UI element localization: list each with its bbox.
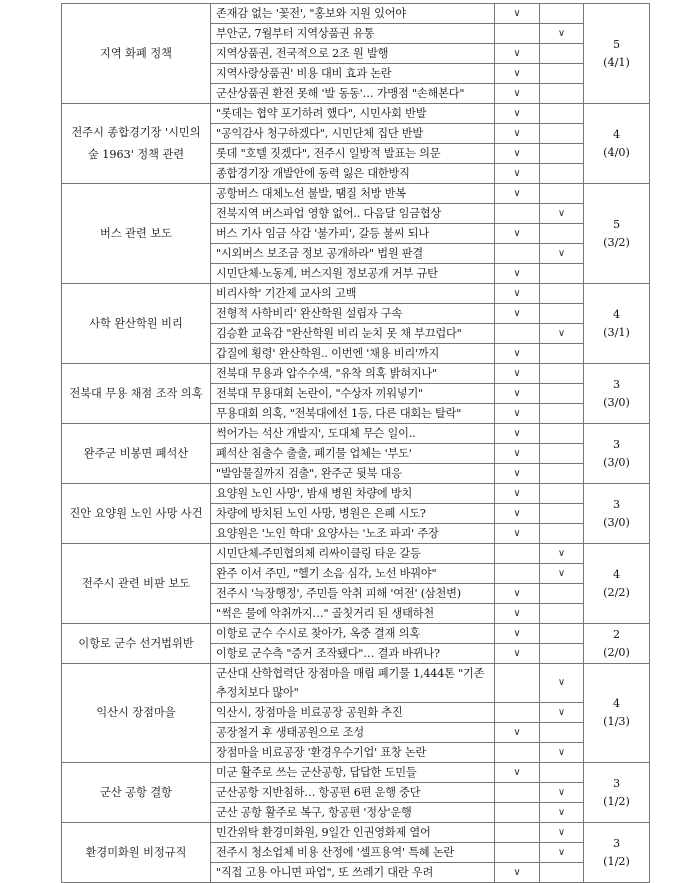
count-ratio: (4/1) (603, 55, 630, 69)
count-ratio: (2/0) (603, 645, 630, 659)
article-title-cell: 전형적 사학비리' 완산학원 설립자 구속 (211, 304, 495, 324)
article-title-cell: 전북지역 버스파업 영향 없어.. 다음달 임금협상 (211, 204, 495, 224)
check-mark-col-b (540, 584, 584, 604)
check-mark-col-a: ∨ (495, 604, 540, 624)
article-title-cell: 지역사랑상품권' 비용 대비 효과 논란 (211, 64, 495, 84)
check-mark-col-a (495, 24, 540, 44)
article-title-cell: "발암물질까지 검출", 완주군 뒷북 대응 (211, 464, 495, 484)
check-mark-col-b (540, 104, 584, 124)
article-title-cell: 갑질에 횡령' 완산학원.. 이번엔 '채용 비리'까지 (211, 344, 495, 364)
check-mark-col-b (540, 424, 584, 444)
article-title-cell: 민간위탁 환경미화원, 9일간 인권영화제 열어 (211, 823, 495, 843)
check-mark-col-b (540, 644, 584, 664)
check-mark-col-b: ∨ (540, 324, 584, 344)
article-title-cell: 존재감 없는 '꽃전', "홍보와 지원 있어야 (211, 4, 495, 24)
article-title-cell: 썩어가는 석산 개발지', 도대체 무슨 일이.. (211, 424, 495, 444)
check-mark-col-a: ∨ (495, 184, 540, 204)
check-mark-col-a (495, 703, 540, 723)
article-title-cell: "직접 고용 아니면 파업", 또 쓰레기 대란 우려 (211, 863, 495, 883)
topic-cell: 전주시 종합경기장 '시민의 숲 1963' 정책 관련 (62, 104, 211, 184)
topic-cell: 완주군 비봉면 폐석산 (62, 424, 211, 484)
article-title-cell: 장점마을 비료공장 '환경우수기업' 표창 논란 (211, 743, 495, 763)
count-cell (584, 4, 650, 104)
check-mark-col-a: ∨ (495, 64, 540, 84)
table-row (62, 624, 650, 644)
check-mark-col-b (540, 44, 584, 64)
article-title-cell: 비리사학' 기간제 교사의 고백 (211, 284, 495, 304)
article-title-cell: 공장철거 후 생태공원으로 조성 (211, 723, 495, 743)
count-cell (584, 284, 650, 364)
topic-cell: 군산 공항 결항 (62, 763, 211, 823)
check-mark-col-a: ∨ (495, 4, 540, 24)
check-mark-col-a: ∨ (495, 364, 540, 384)
count-ratio: (3/1) (603, 325, 630, 339)
check-mark-col-b (540, 4, 584, 24)
check-mark-col-b (540, 84, 584, 104)
check-mark-col-a: ∨ (495, 504, 540, 524)
check-mark-col-b: ∨ (540, 244, 584, 264)
count-ratio: (3/0) (603, 515, 630, 529)
article-title-cell: 폐석산 침출수 출출, 폐기물 업체는 '부도' (211, 444, 495, 464)
article-title-cell: 종합경기장 개발안에 동력 잃은 대한방직 (211, 164, 495, 184)
check-mark-col-a: ∨ (495, 464, 540, 484)
check-mark-col-a: ∨ (495, 164, 540, 184)
count-cell (584, 664, 650, 763)
check-mark-col-b: ∨ (540, 823, 584, 843)
check-mark-col-b (540, 284, 584, 304)
article-count: 3 (612, 437, 621, 451)
check-mark-col-a (495, 803, 540, 823)
check-mark-col-b (540, 124, 584, 144)
check-mark-col-b: ∨ (540, 803, 584, 823)
topic-cell: 사학 완산학원 비리 (62, 284, 211, 364)
check-mark-col-a: ∨ (495, 863, 540, 883)
check-mark-col-a (495, 664, 540, 703)
topic-cell: 환경미화원 비정규직 (62, 823, 211, 883)
count-cell (584, 823, 650, 883)
table-row (62, 4, 650, 24)
check-mark-col-a: ∨ (495, 484, 540, 504)
table-row (62, 823, 650, 843)
check-mark-col-b (540, 484, 584, 504)
check-mark-col-a (495, 783, 540, 803)
article-title-cell: 미군 활주로 쓰는 군산공항, 답답한 도민들 (211, 763, 495, 783)
count-cell (584, 763, 650, 823)
check-mark-col-b (540, 863, 584, 883)
check-mark-col-a: ∨ (495, 404, 540, 424)
check-mark-col-b (540, 64, 584, 84)
article-title-cell: 공항버스 대체노선 불발, 땜질 처방 반복 (211, 184, 495, 204)
check-mark-col-a (495, 564, 540, 584)
count-ratio: (1/2) (603, 854, 630, 868)
article-title-cell: 차량에 방치된 노인 사망, 병원은 은폐 시도? (211, 504, 495, 524)
check-mark-col-b (540, 464, 584, 484)
table-row (62, 763, 650, 783)
topic-cell: 익산시 장점마을 (62, 664, 211, 763)
check-mark-col-a: ∨ (495, 444, 540, 464)
article-count: 3 (612, 497, 621, 511)
check-mark-col-a (495, 324, 540, 344)
check-mark-col-a: ∨ (495, 304, 540, 324)
article-title-cell: 군산대 산학협력단 장점마을 매립 폐기물 1,444톤 "기존 추정치보다 많아" (211, 664, 495, 703)
check-mark-col-a (495, 843, 540, 863)
check-mark-col-b (540, 384, 584, 404)
check-mark-col-a: ∨ (495, 144, 540, 164)
check-mark-col-a (495, 244, 540, 264)
table-row (62, 424, 650, 444)
check-mark-col-a: ∨ (495, 644, 540, 664)
article-title-cell: 요양원 노인 사망', 밤새 병원 차량에 방치 (211, 484, 495, 504)
article-title-cell: 버스 기사 임금 삭감 '불가피', 갈등 불씨 되나 (211, 224, 495, 244)
check-mark-col-b: ∨ (540, 783, 584, 803)
check-mark-col-b: ∨ (540, 664, 584, 703)
article-title-cell: "공익감사 청구하겠다", 시민단체 집단 반발 (211, 124, 495, 144)
check-mark-col-b (540, 364, 584, 384)
check-mark-col-a: ∨ (495, 624, 540, 644)
table-row (62, 104, 650, 124)
count-cell (584, 424, 650, 484)
article-title-cell: 시민단체·노동계, 버스지원 정보공개 거부 규탄 (211, 264, 495, 284)
check-mark-col-a: ∨ (495, 584, 540, 604)
topic-cell: 전주시 관련 비판 보도 (62, 544, 211, 624)
count-ratio: (2/2) (603, 585, 630, 599)
table-row (62, 284, 650, 304)
check-mark-col-b: ∨ (540, 843, 584, 863)
check-mark-col-a (495, 544, 540, 564)
table-row (62, 544, 650, 564)
check-mark-col-b (540, 723, 584, 743)
check-mark-col-a: ∨ (495, 723, 540, 743)
check-mark-col-b (540, 604, 584, 624)
article-count: 5 (612, 217, 621, 231)
count-ratio: (3/2) (603, 235, 630, 249)
check-mark-col-b: ∨ (540, 564, 584, 584)
table-body (62, 4, 650, 883)
article-table (61, 3, 650, 883)
article-title-cell: 전주시 청소업체 비용 산정에 '셀프용역' 특혜 논란 (211, 843, 495, 863)
check-mark-col-a: ∨ (495, 104, 540, 124)
check-mark-col-a: ∨ (495, 763, 540, 783)
check-mark-col-a: ∨ (495, 224, 540, 244)
topic-cell: 전북대 무용 채점 조작 의혹 (62, 364, 211, 424)
check-mark-col-a: ∨ (495, 424, 540, 444)
article-title-cell: 부안군, 7월부터 지역상품권 유통 (211, 24, 495, 44)
table-row (62, 664, 650, 703)
article-count: 5 (612, 37, 621, 51)
check-mark-col-b: ∨ (540, 743, 584, 763)
table-row (62, 484, 650, 504)
topic-cell: 지역 화폐 정책 (62, 4, 211, 104)
article-count: 4 (612, 127, 621, 141)
check-mark-col-a: ∨ (495, 84, 540, 104)
check-mark-col-a: ∨ (495, 284, 540, 304)
article-title-cell: 전주시 '늑장행정', 주민들 악취 피해 '여전' (삼천변) (211, 584, 495, 604)
check-mark-col-a (495, 743, 540, 763)
check-mark-col-b (540, 304, 584, 324)
check-mark-col-b (540, 344, 584, 364)
check-mark-col-a: ∨ (495, 524, 540, 544)
article-title-cell: 이항로 군수 수시로 찾아가, 옥중 결재 의혹 (211, 624, 495, 644)
check-mark-col-b (540, 184, 584, 204)
article-title-cell: 전북대 무용대회 논란이, "수상자 끼워넣기" (211, 384, 495, 404)
article-title-cell: 익산시, 장점마을 비료공장 공원화 추진 (211, 703, 495, 723)
article-title-cell: 무용대회 의혹, "전북대에선 1등, 다른 대회는 탈락" (211, 404, 495, 424)
count-cell (584, 624, 650, 664)
topic-cell: 버스 관련 보도 (62, 184, 211, 284)
check-mark-col-a (495, 204, 540, 224)
check-mark-col-b: ∨ (540, 204, 584, 224)
article-count: 3 (612, 776, 621, 790)
check-mark-col-b: ∨ (540, 703, 584, 723)
check-mark-col-b (540, 404, 584, 424)
article-title-cell: 롯데 "호텔 짓겠다", 전주시 일방적 발표는 의문 (211, 144, 495, 164)
article-title-cell: 요양원은 '노인 학대' 요양사는 '노조 파괴' 주장 (211, 524, 495, 544)
check-mark-col-b (540, 144, 584, 164)
article-title-cell: 지역상품권, 전국적으로 2조 원 발행 (211, 44, 495, 64)
check-mark-col-a: ∨ (495, 44, 540, 64)
article-title-cell: 김승환 교육감 "완산학원 비리 눈치 못 채 부끄럽다" (211, 324, 495, 344)
count-cell (584, 104, 650, 184)
article-count: 3 (612, 836, 621, 850)
count-cell (584, 364, 650, 424)
check-mark-col-b (540, 224, 584, 244)
topic-cell: 이항로 군수 선거법위반 (62, 624, 211, 664)
article-count: 2 (612, 627, 621, 641)
check-mark-col-a: ∨ (495, 344, 540, 364)
count-ratio: (4/0) (603, 145, 630, 159)
table-row (62, 184, 650, 204)
count-ratio: (1/2) (603, 794, 630, 808)
article-title-cell: 시민단체-주민협의체 리싸이클링 타운 갈등 (211, 544, 495, 564)
topic-cell: 진안 요양원 노인 사망 사건 (62, 484, 211, 544)
count-ratio: (3/0) (603, 395, 630, 409)
count-cell (584, 484, 650, 544)
check-mark-col-b: ∨ (540, 24, 584, 44)
check-mark-col-a: ∨ (495, 264, 540, 284)
check-mark-col-a: ∨ (495, 124, 540, 144)
count-cell (584, 184, 650, 284)
check-mark-col-a: ∨ (495, 384, 540, 404)
article-count: 4 (612, 567, 621, 581)
article-title-cell: 군산공항 지반침하… 항공편 6편 운행 중단 (211, 783, 495, 803)
count-cell (584, 544, 650, 624)
article-title-cell: "롯데는 협약 포기하려 했다", 시민사회 반발 (211, 104, 495, 124)
article-count: 3 (612, 377, 621, 391)
article-title-cell: 군산상품권 환전 못해 '발 동동'… 가맹점 "손해본다" (211, 84, 495, 104)
check-mark-col-b: ∨ (540, 544, 584, 564)
article-title-cell: "썩은 물에 악취까지…" 골칫거리 된 생태하천 (211, 604, 495, 624)
check-mark-col-b (540, 264, 584, 284)
article-title-cell: "시외버스 보조금 정보 공개하라" 법원 판결 (211, 244, 495, 264)
article-title-cell: 군산 공항 활주로 복구, 항공편 '정상'운행 (211, 803, 495, 823)
check-mark-col-b (540, 444, 584, 464)
article-title-cell: 전북대 무용과 압수수색, "유착 의혹 밝혀지나" (211, 364, 495, 384)
article-title-cell: 완주 이서 주민, "헬기 소음 심각, 노선 바꿔야" (211, 564, 495, 584)
table-row (62, 364, 650, 384)
check-mark-col-b (540, 524, 584, 544)
article-count: 4 (612, 307, 621, 321)
article-title-cell: 이항로 군수측 "증거 조작됐다"… 결과 바뀌나? (211, 644, 495, 664)
count-ratio: (3/0) (603, 455, 630, 469)
count-ratio: (1/3) (603, 715, 630, 728)
check-mark-col-a (495, 823, 540, 843)
check-mark-col-b (540, 504, 584, 524)
check-mark-col-b (540, 164, 584, 184)
article-count: 4 (612, 697, 621, 710)
check-mark-col-b (540, 624, 584, 644)
check-mark-col-b (540, 763, 584, 783)
